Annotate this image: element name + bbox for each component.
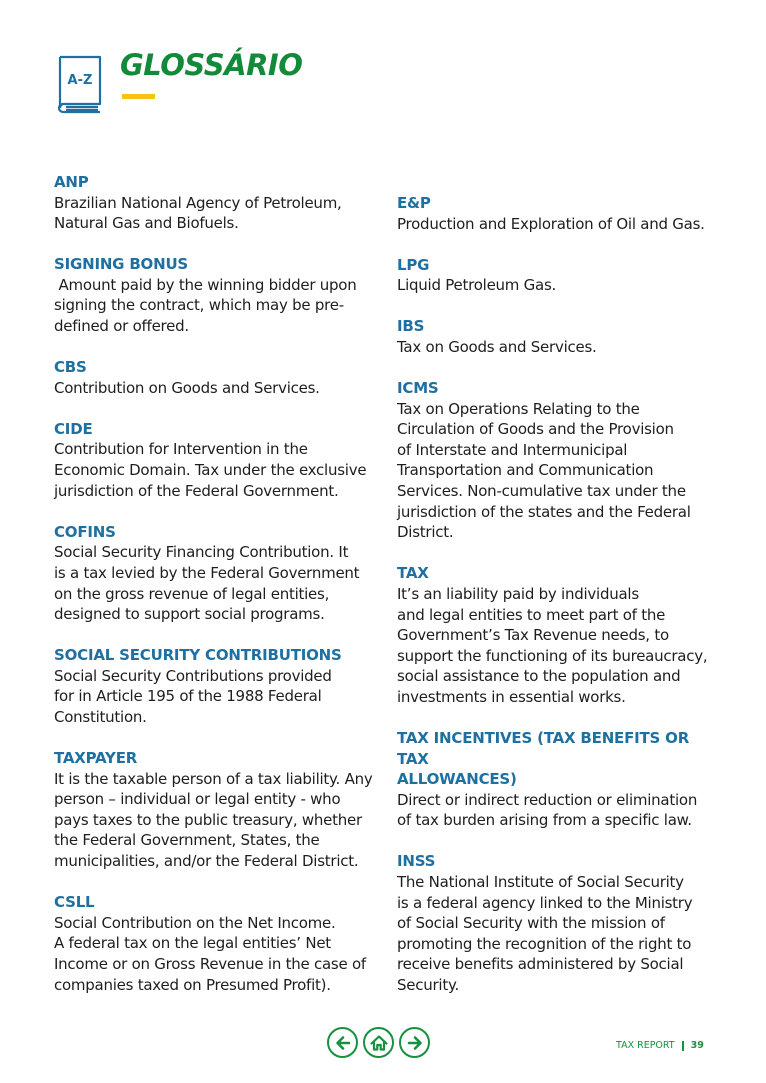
- glossary-book-icon: [54, 54, 104, 114]
- glossary-definition: Contribution for Intervention in the Economic Domain. Tax under the exclusive jurisdiction of the Federal Government.: [54, 440, 367, 500]
- glossary-entry: [54, 172, 374, 234]
- glossary-entry: [397, 378, 715, 543]
- glossary-entry: [54, 419, 374, 501]
- home-button[interactable]: [363, 1027, 394, 1058]
- page-title: GLOSSÁRIO: [120, 48, 303, 82]
- glossary-definition: Amount paid by the winning bidder upon signing the contract, which may be pre- defined or offered.: [54, 275, 357, 336]
- footer-report-label: TAX REPORT: [616, 1040, 675, 1051]
- glossary-term: SOCIAL SECURITY CONTRIBUTIONS: [54, 646, 342, 665]
- glossary-entry: [397, 193, 715, 234]
- glossary-column-left: [54, 172, 374, 1016]
- glossary-column-right: [397, 193, 715, 1016]
- glossary-entry: [54, 357, 374, 398]
- glossary-entry: [397, 316, 715, 357]
- glossary-entry: [54, 522, 374, 625]
- glossary-entry: [54, 748, 374, 872]
- glossary-term: CBS: [54, 358, 87, 377]
- glossary-definition: Tax on Goods and Services.: [397, 337, 597, 356]
- glossary-term: TAX: [397, 564, 429, 583]
- glossary-icon-label: A-Z: [67, 73, 93, 88]
- glossary-term: IBS: [397, 317, 425, 336]
- glossary-definition: It’s an liability paid by individuals and legal entities to meet part of the Government’s Tax Revenue needs, to support the functioning of its bureaucracy, social assistance to the population and investments in essential works.: [397, 584, 708, 706]
- glossary-definition: Brazilian National Agency of Petroleum, Natural Gas and Biofuels.: [54, 193, 342, 233]
- arrow-right-icon: [405, 1033, 425, 1053]
- glossary-definition: Liquid Petroleum Gas.: [397, 276, 557, 295]
- glossary-definition: Direct or indirect reduction or elimination of tax burden arising from a specific law.: [397, 790, 698, 830]
- arrow-left-icon: [333, 1033, 353, 1053]
- home-icon: [369, 1033, 389, 1053]
- glossary-term: CSLL: [54, 893, 95, 912]
- glossary-term: COFINS: [54, 522, 116, 541]
- glossary-definition: It is the taxable person of a tax liability. Any person – individual or legal entity - who pays taxes to the public treasury, whether the Federal Government, States, the municipalities, and/or the Federal District.: [54, 769, 373, 871]
- glossary-term: ICMS: [397, 379, 439, 398]
- glossary-term: INSS: [397, 852, 436, 871]
- glossary-term: ANP: [54, 173, 89, 191]
- glossary-definition: Production and Exploration of Oil and Gas.: [397, 214, 705, 233]
- glossary-entry: [397, 728, 715, 831]
- title-underline: [122, 94, 155, 99]
- glossary-term: TAX INCENTIVES (TAX BENEFITS OR TAX ALLOWANCES): [397, 728, 690, 789]
- glossary-term: E&P: [397, 194, 431, 212]
- glossary-definition: Contribution on Goods and Services.: [54, 378, 320, 397]
- page-number: 39: [690, 1040, 704, 1051]
- glossary-entry: [54, 254, 374, 336]
- glossary-term: CIDE: [54, 419, 93, 438]
- glossary-term: SIGNING BONUS: [54, 255, 189, 274]
- page-navigation: [327, 1027, 430, 1058]
- glossary-term: TAXPAYER: [54, 749, 138, 768]
- glossary-entry: [397, 563, 715, 707]
- glossary-definition: Social Security Financing Contribution. It is a tax levied by the Federal Government on the gross revenue of legal entities, designed to support social programs.: [54, 543, 360, 624]
- glossary-entry: [397, 255, 715, 296]
- glossary-entry: [397, 851, 715, 995]
- glossary-term: LPG: [397, 255, 430, 274]
- glossary-definition: Tax on Operations Relating to the Circulation of Goods and the Provision of Interstate and Intermunicipal Transportation and Communication Services. Non-cumulative tax under the jurisdiction of the states and the Federal District.: [397, 399, 691, 542]
- footer-separator: [682, 1041, 684, 1051]
- glossary-entry: [54, 645, 374, 727]
- glossary-definition: Social Security Contributions provided for in Article 195 of the 1988 Federal Constitution.: [54, 666, 332, 726]
- page-footer: [616, 1040, 704, 1051]
- glossary-definition: The National Institute of Social Security is a federal agency linked to the Ministry of Social Security with the mission of promoting the recognition of the right to receive benefits administered by Social Security.: [397, 873, 693, 994]
- next-page-button[interactable]: [399, 1027, 430, 1058]
- glossary-entry: [54, 892, 374, 995]
- glossary-definition: Social Contribution on the Net Income. A federal tax on the legal entities’ Net Income or on Gross Revenue in the case of companies taxed on Presumed Profit).: [54, 913, 366, 994]
- previous-page-button[interactable]: [327, 1027, 358, 1058]
